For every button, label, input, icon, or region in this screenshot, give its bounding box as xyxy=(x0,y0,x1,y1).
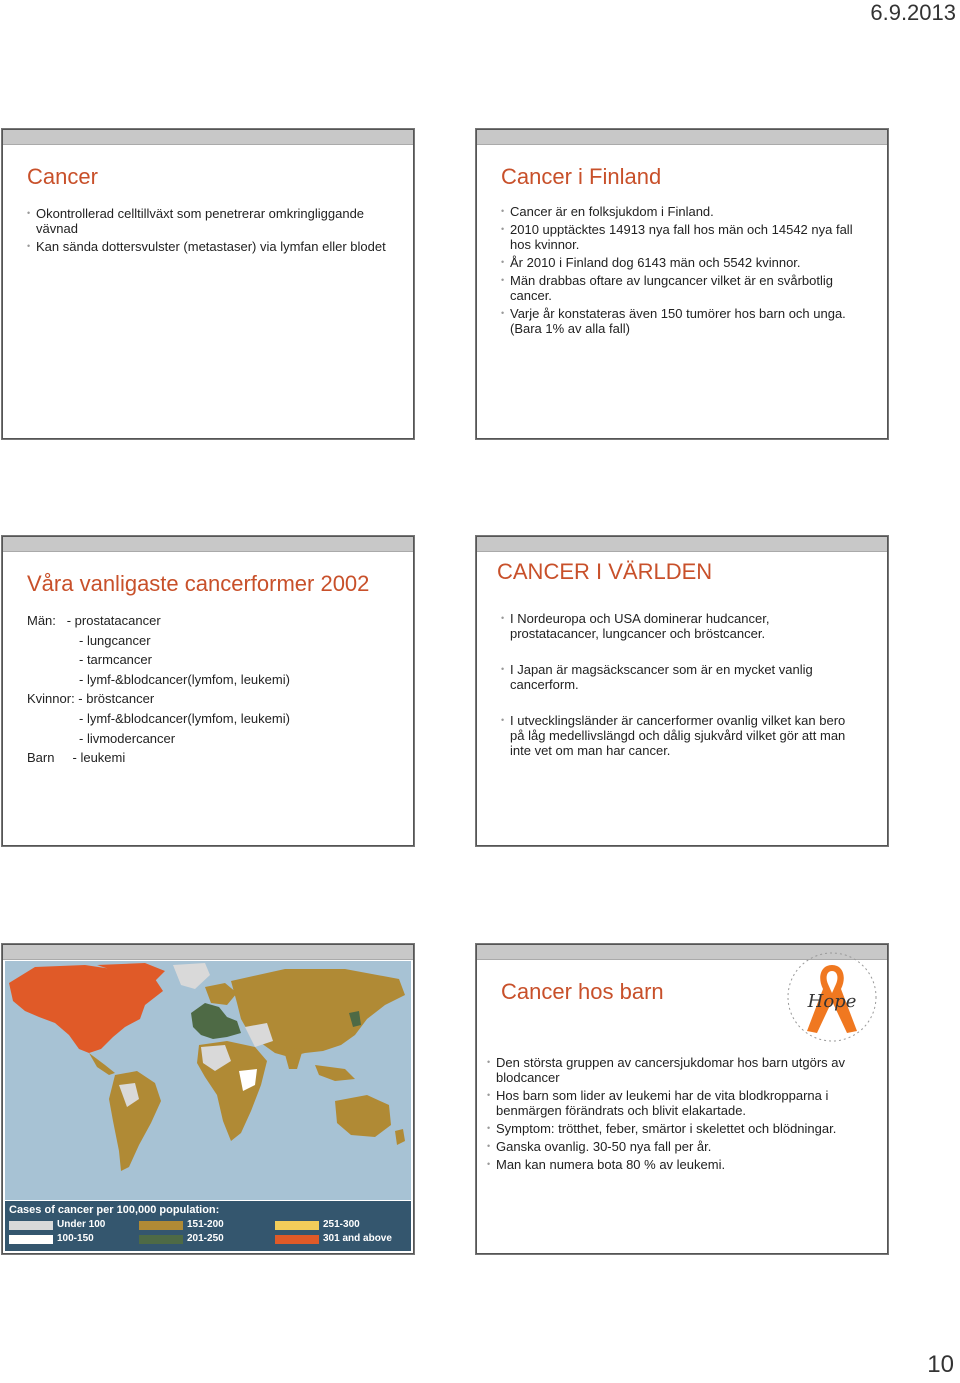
page-number: 10 xyxy=(927,1351,954,1378)
slide-title: Cancer xyxy=(27,164,98,189)
list-item: • Okontrollerad celltillväxt som penetrerar omkringliggande vävnad xyxy=(27,206,365,236)
legend-swatch xyxy=(139,1235,183,1244)
list-item: • Symptom: trötthet, feber, smärtor i skelettet och blödningar. xyxy=(487,1121,837,1136)
legend-label: Under 100 xyxy=(57,1219,106,1230)
list-line: - livmodercancer xyxy=(79,730,176,746)
slide-cancer-i-finland xyxy=(476,129,888,439)
legend-swatch xyxy=(275,1235,319,1244)
list-line: - lungcancer xyxy=(79,632,151,648)
list-item: • Cancer är en folksjukdom i Finland. xyxy=(501,204,714,219)
page-date: 6.9.2013 xyxy=(870,0,956,25)
ribbon-hope-text: Hope xyxy=(807,991,857,1012)
map-legend xyxy=(5,1201,411,1251)
legend-swatch xyxy=(275,1221,319,1230)
list-line: Barn - leukemi xyxy=(27,750,126,766)
slide-title: Cancer hos barn xyxy=(501,979,664,1004)
slide-world-cancer-map xyxy=(2,944,414,1254)
list-item: • Varje år konstateras även 150 tumörer hos barn och unga. (Bara 1% av alla fall) xyxy=(501,306,846,336)
list-item: • Hos barn som lider av leukemi har de vita blodkropparna i benmärgen förändrats och blivit elakartade. xyxy=(487,1088,829,1118)
list-item: • Man kan numera bota 80 % av leukemi. xyxy=(487,1157,726,1172)
list-item: • Män drabbas oftare av lungcancer vilket är en svårbotlig cancer. xyxy=(501,273,834,303)
list-item: • Ganska ovanlig. 30-50 nya fall per år. xyxy=(487,1139,712,1154)
list-line: - lymf-&blodcancer(lymfom, leukemi) xyxy=(79,710,290,726)
list-item: • Den största gruppen av cancersjukdomar hos barn utgörs av blodcancer xyxy=(487,1055,846,1085)
legend-label: 251-300 xyxy=(323,1219,360,1230)
slide-cancer xyxy=(2,129,414,439)
legend-label: 100-150 xyxy=(57,1233,94,1244)
slide-cancer-i-varlden xyxy=(476,536,888,846)
slide-title: Våra vanligaste cancerformer 2002 xyxy=(27,571,370,596)
bullet-list xyxy=(487,1055,862,1175)
list-line: Kvinnor: - bröstcancer xyxy=(27,691,155,707)
bullet-list xyxy=(27,206,397,257)
slide-title: Cancer i Finland xyxy=(501,164,662,189)
list-line: - lymf-&blodcancer(lymfom, leukemi) xyxy=(79,671,290,687)
legend-label: 151-200 xyxy=(187,1219,224,1230)
legend-swatch xyxy=(9,1235,53,1244)
list-item: • I Nordeuropa och USA dominerar hudcancer, prostatacancer, lungcancer och bröstcancer. xyxy=(501,611,770,641)
world-map xyxy=(5,961,411,1200)
list-item: • År 2010 i Finland dog 6143 män och 5542 kvinnor. xyxy=(501,255,801,270)
list-item: • I Japan är magsäckscancer som är en mycket vanlig cancerform. xyxy=(501,662,813,692)
legend-title: Cases of cancer per 100,000 population: xyxy=(9,1204,220,1216)
slide-title: CANCER I VÄRLDEN xyxy=(497,559,713,584)
list-item: • Kan sända dottersvulster (metastaser) via lymfan eller blodet xyxy=(27,239,386,254)
bullet-list xyxy=(501,611,861,761)
list-item: • 2010 upptäcktes 14913 nya fall hos män och 14542 nya fall hos kvinnor. xyxy=(501,222,853,252)
slide-cancer-hos-barn xyxy=(476,944,888,1254)
orange-ribbon-icon xyxy=(777,947,887,1047)
list-line: Män: - prostatacancer xyxy=(27,613,161,628)
legend-swatch xyxy=(9,1221,53,1230)
legend-swatch xyxy=(139,1221,183,1230)
legend-label: 301 and above xyxy=(323,1233,392,1244)
cancer-types-list xyxy=(27,611,290,768)
bullet-list xyxy=(501,204,871,339)
list-line: - tarmcancer xyxy=(79,652,152,668)
slide-vanligaste-cancerformer xyxy=(2,536,414,846)
legend-label: 201-250 xyxy=(187,1233,224,1244)
list-item: • I utvecklingsländer är cancerformer ovanlig vilket kan bero på låg medellivslängd och dålig sjukvård vilket gör att man inte vet om man har cancer. xyxy=(501,713,846,758)
